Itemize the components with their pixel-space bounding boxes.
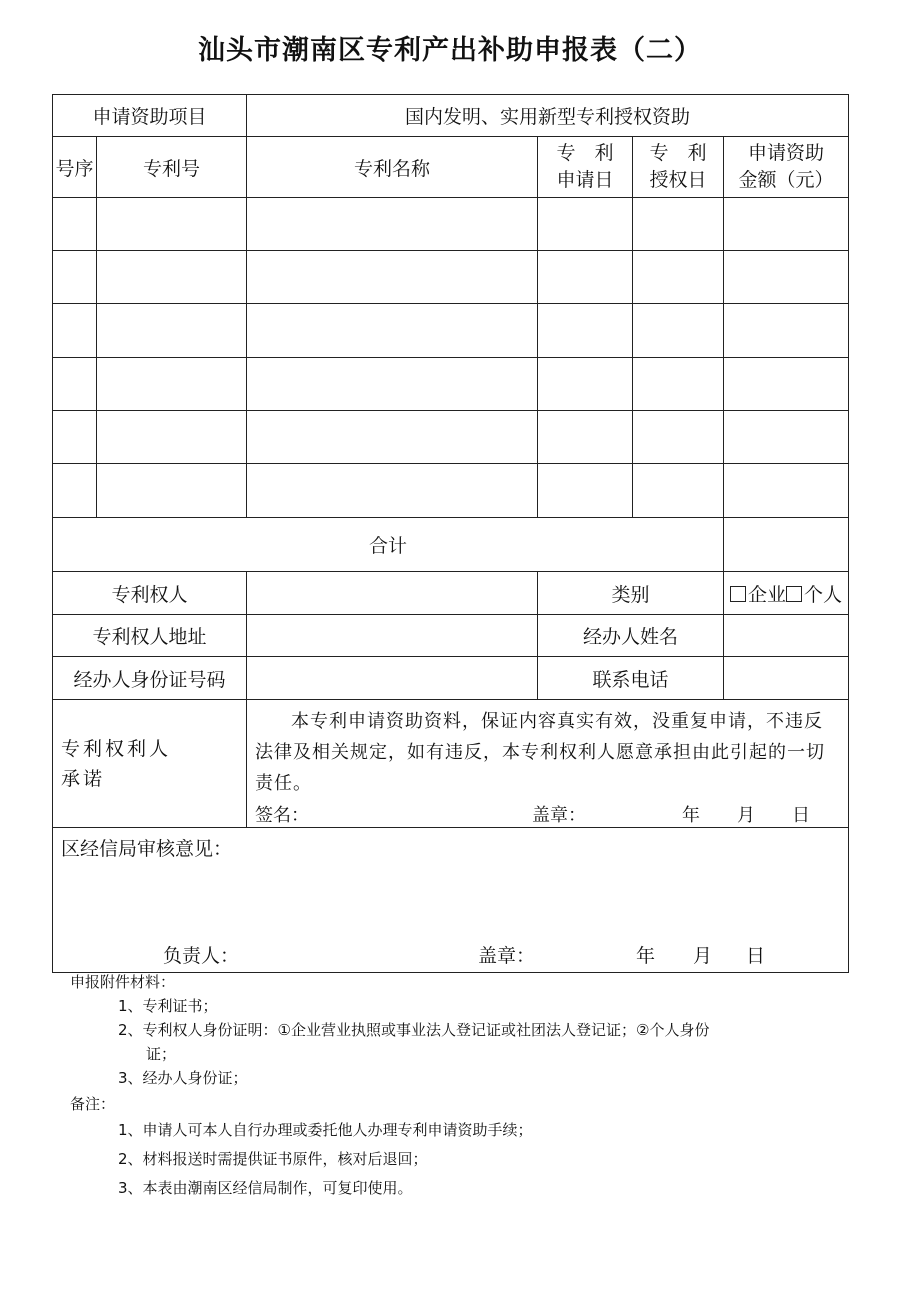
cell-apply-date[interactable] [538, 464, 633, 518]
cell-patent-no[interactable] [97, 304, 247, 358]
total-value[interactable] [724, 518, 849, 572]
cell-seq[interactable] [53, 251, 97, 304]
cell-grant-date[interactable] [633, 464, 724, 518]
col-grant-date-line2: 授权日 [649, 169, 707, 191]
col-seq-label: 号序 [55, 157, 94, 180]
category-label: 类别 [538, 572, 724, 615]
cell-grant-date[interactable] [633, 198, 724, 251]
individual-option-label: 个人 [804, 583, 843, 606]
cell-patent-no[interactable] [97, 198, 247, 251]
remark-item: 2、材料报送时需提供证书原件，核对后退回； [118, 1150, 428, 1168]
table-row [53, 464, 849, 518]
table-row [53, 198, 849, 251]
commitment-label [53, 700, 247, 828]
project-value[interactable]: 国内发明、实用新型专利授权资助 [247, 95, 849, 137]
individual-checkbox[interactable] [786, 586, 802, 602]
table-row [53, 358, 849, 411]
cell-patent-name[interactable] [247, 358, 538, 411]
col-apply-date-line1: 专 利 [556, 142, 614, 164]
col-grant-date-line1: 专 利 [649, 142, 707, 164]
col-apply-date-header [538, 137, 633, 198]
cell-apply-date[interactable] [538, 411, 633, 464]
cell-amount[interactable] [724, 304, 849, 358]
col-amount-header [724, 137, 849, 198]
handler-name-label: 经办人姓名 [538, 615, 724, 657]
cell-amount[interactable] [724, 358, 849, 411]
review-label: 区经信局审核意见： [61, 838, 233, 860]
cell-amount[interactable] [724, 464, 849, 518]
commitment-cell [247, 700, 849, 828]
review-seal-label: 盖章： [478, 945, 536, 967]
notes-section [70, 970, 850, 1203]
cell-patent-name[interactable] [247, 198, 538, 251]
attachment-item: 2、专利权人身份证明：①企业营业执照或事业法人登记证或社团法人登记证；②个人身份 [118, 1021, 710, 1039]
review-year: 年 [636, 945, 656, 967]
review-day: 日 [746, 945, 766, 967]
enterprise-option-label: 企业 [748, 583, 787, 606]
cell-apply-date[interactable] [538, 251, 633, 304]
seal-label: 盖章： [532, 805, 587, 826]
remarks-heading: 备注： [70, 1095, 116, 1113]
cell-seq[interactable] [53, 304, 97, 358]
cell-seq[interactable] [53, 358, 97, 411]
remark-item: 3、本表由潮南区经信局制作，可复印使用。 [118, 1179, 413, 1197]
table-row [53, 304, 849, 358]
review-month: 月 [693, 945, 713, 967]
cell-apply-date[interactable] [538, 198, 633, 251]
col-amount-line1: 申请资助 [748, 142, 825, 164]
sign-label: 签名： [255, 805, 310, 826]
cell-amount[interactable] [724, 251, 849, 304]
project-label: 申请资助项目 [53, 95, 247, 137]
cell-grant-date[interactable] [633, 358, 724, 411]
form-title: 汕头市潮南区专利产出补助申报表（二） [198, 35, 702, 66]
commit-month: 月 [737, 805, 756, 826]
attachments-heading: 申报附件材料： [70, 973, 176, 991]
remark-item: 1、申请人可本人自行办理或委托他人办理专利申请资助手续； [118, 1121, 533, 1139]
cell-patent-no[interactable] [97, 464, 247, 518]
attachment-item: 3、经办人身份证； [118, 1069, 248, 1087]
cell-seq[interactable] [53, 198, 97, 251]
cell-seq[interactable] [53, 411, 97, 464]
patentee-label: 专利权人 [53, 572, 247, 615]
address-field[interactable] [247, 615, 538, 657]
col-seq-header [53, 137, 97, 198]
table-row [53, 251, 849, 304]
cell-patent-no[interactable] [97, 411, 247, 464]
col-grant-date-header [633, 137, 724, 198]
commitment-label-line1: 专利权利人 [61, 737, 172, 760]
commitment-label-line2: 承诺 [61, 767, 106, 790]
patentee-field[interactable] [247, 572, 538, 615]
col-patent-name-header: 专利名称 [247, 137, 538, 198]
cell-patent-name[interactable] [247, 251, 538, 304]
cell-amount[interactable] [724, 198, 849, 251]
cell-patent-name[interactable] [247, 304, 538, 358]
enterprise-checkbox[interactable] [730, 586, 746, 602]
subsidy-form [52, 94, 849, 973]
phone-field[interactable] [724, 657, 849, 700]
cell-seq[interactable] [53, 464, 97, 518]
col-amount-line2: 金额（元） [738, 169, 834, 191]
table-row [53, 411, 849, 464]
cell-amount[interactable] [724, 411, 849, 464]
col-patent-no-header: 专利号 [97, 137, 247, 198]
commitment-text: 本专利申请资助资料，保证内容真实有效，没重复申请，不违反法律及相关规定，如有违反，本专利权利人愿意承担由此引起的一切责任。 [255, 711, 826, 794]
cell-grant-date[interactable] [633, 304, 724, 358]
cell-apply-date[interactable] [538, 358, 633, 411]
cell-grant-date[interactable] [633, 411, 724, 464]
phone-label: 联系电话 [538, 657, 724, 700]
cell-grant-date[interactable] [633, 251, 724, 304]
handler-name-field[interactable] [724, 615, 849, 657]
address-label: 专利权人地址 [53, 615, 247, 657]
total-label: 合计 [53, 518, 724, 572]
cell-patent-name[interactable] [247, 411, 538, 464]
col-apply-date-line2: 申请日 [556, 169, 614, 191]
attachment-item-continued: 证； [146, 1045, 177, 1063]
category-options [724, 572, 849, 615]
review-cell[interactable] [53, 828, 849, 973]
handler-id-field[interactable] [247, 657, 538, 700]
commit-day: 日 [792, 805, 811, 826]
cell-apply-date[interactable] [538, 304, 633, 358]
commit-year: 年 [682, 805, 701, 826]
responsible-label: 负责人： [163, 945, 240, 967]
commitment-signature-row [255, 801, 840, 827]
cell-patent-name[interactable] [247, 464, 538, 518]
handler-id-label: 经办人身份证号码 [53, 657, 247, 700]
cell-patent-no[interactable] [97, 358, 247, 411]
attachment-item: 1、专利证书； [118, 997, 218, 1015]
cell-patent-no[interactable] [97, 251, 247, 304]
